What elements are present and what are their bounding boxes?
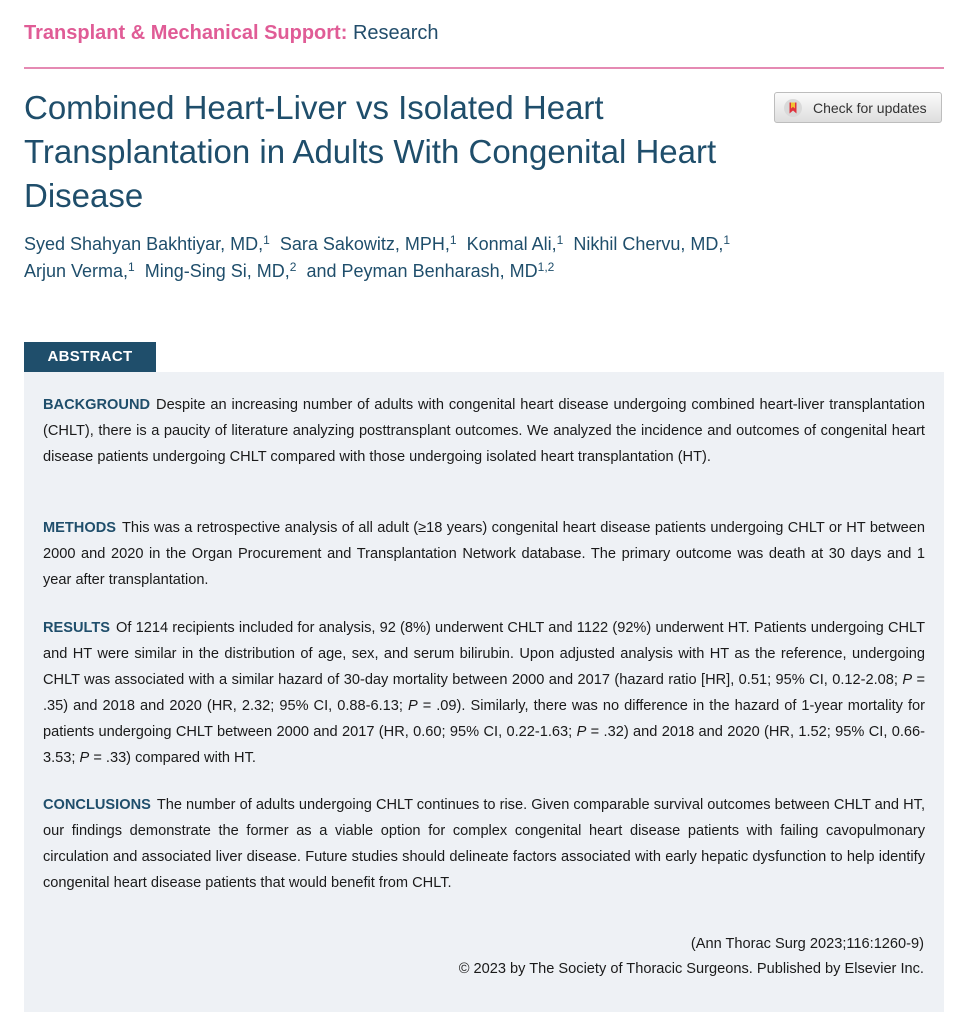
check-for-updates-label: Check for updates [813, 99, 927, 116]
conclusions-text: The number of adults undergoing CHLT continues to rise. Given comparable survival outcomes between CHLT and HT, our findings demonstrate the former as a viable option for complex congenital heart disease patients with failing cavopulmonary circulation and associated liver disease. Future studies should delineate factors associated with early hepatic dysfunction to help identify congenital heart disease patients that would benefit from CHLT. [43, 797, 925, 891]
background-text: Despite an increasing number of adults with congenital heart disease undergoing combined heart-liver transplantation (CHLT), there is a paucity of literature analyzing posttransplant outcomes. We analyzed the incidence and outcomes of congenital heart disease patients undergoing CHLT compared with those undergoing isolated heart transplantation (HT). [43, 397, 925, 465]
article-title: Combined Heart-Liver vs Isolated Heart Transplantation in Adults With Congenital Heart Disease [24, 89, 717, 214]
journal-citation: (Ann Thorac Surg 2023;116:1260-9) [690, 936, 924, 952]
author: Nikhil Chervu, MD,$^1$ [573, 233, 731, 254]
abstract-conclusions [43, 792, 925, 896]
section-category: Transplant & Mechanical Support: [24, 22, 348, 44]
check-updates-bookmark-icon [783, 98, 803, 118]
author-list [24, 231, 924, 285]
p-value-symbol: P [79, 750, 90, 766]
check-for-updates-button[interactable] [774, 92, 942, 123]
background-heading: BACKGROUND [43, 397, 151, 413]
results-text: = .32) and 2018 and 2020 (HR, 1.52; 95% CI, 0.66-3.53; [43, 724, 925, 766]
author: Arjun Verma,$^1$ [24, 260, 135, 281]
abstract-results [43, 615, 925, 771]
author: and Peyman Benharash, MD$^{1,2}$ [306, 260, 555, 281]
section-header [24, 20, 439, 46]
abstract-methods [43, 515, 925, 593]
copyright-notice: © 2023 by The Society of Thoracic Surgeons. Published by Elsevier Inc. [458, 961, 924, 977]
conclusions-heading: CONCLUSIONS [43, 797, 151, 813]
results-text: = .09). Similarly, there was no difference in the hazard of 1-year mortality for patients undergoing CHLT between 2000 and 2017 (HR, 0.60; 95% CI, 0.22-1.63; [43, 698, 925, 740]
author: Ming-Sing Si, MD,$^2$ [144, 260, 297, 281]
methods-heading: METHODS [43, 520, 116, 536]
header-divider [24, 67, 944, 69]
p-value-symbol: P [576, 724, 587, 740]
author: Konmal Ali,$^1$ [466, 233, 564, 254]
results-text: Of 1214 recipients included for analysis, 92 (8%) underwent CHLT and 1122 (92%) underwent HT. Patients undergoing CHLT and HT were similar in the distribution of age, sex, and serum bilirubin. Upon adjusted analysis with HT as the reference, undergoing CHLT was associated with a similar hazard of 30-day mortality between 2000 and 2017 (hazard ratio [HR], 0.51; 95% CI, 0.12-2.08; [43, 620, 925, 688]
results-heading: RESULTS [43, 620, 111, 636]
author: Sara Sakowitz, MPH,$^1$ [279, 233, 457, 254]
p-value-symbol: P [407, 698, 418, 714]
results-text: = .35) and 2018 and 2020 (HR, 2.32; 95% CI, 0.88-6.13; [43, 672, 926, 714]
article-type: Research [352, 22, 439, 44]
methods-text: This was a retrospective analysis of all adult (≥18 years) congenital heart disease patients undergoing CHLT or HT between 2000 and 2020 in the Organ Procurement and Transplantation Network database. The primary outcome was death at 30 days and 1 year after transplantation. [43, 520, 925, 588]
abstract-background [43, 392, 925, 470]
abstract-tab: ABSTRACT [24, 342, 156, 372]
results-text: = .33) compared with HT. [89, 750, 256, 766]
author: Syed Shahyan Bakhtiyar, MD,$^1$ [24, 233, 270, 254]
p-value-symbol: P [902, 672, 913, 688]
